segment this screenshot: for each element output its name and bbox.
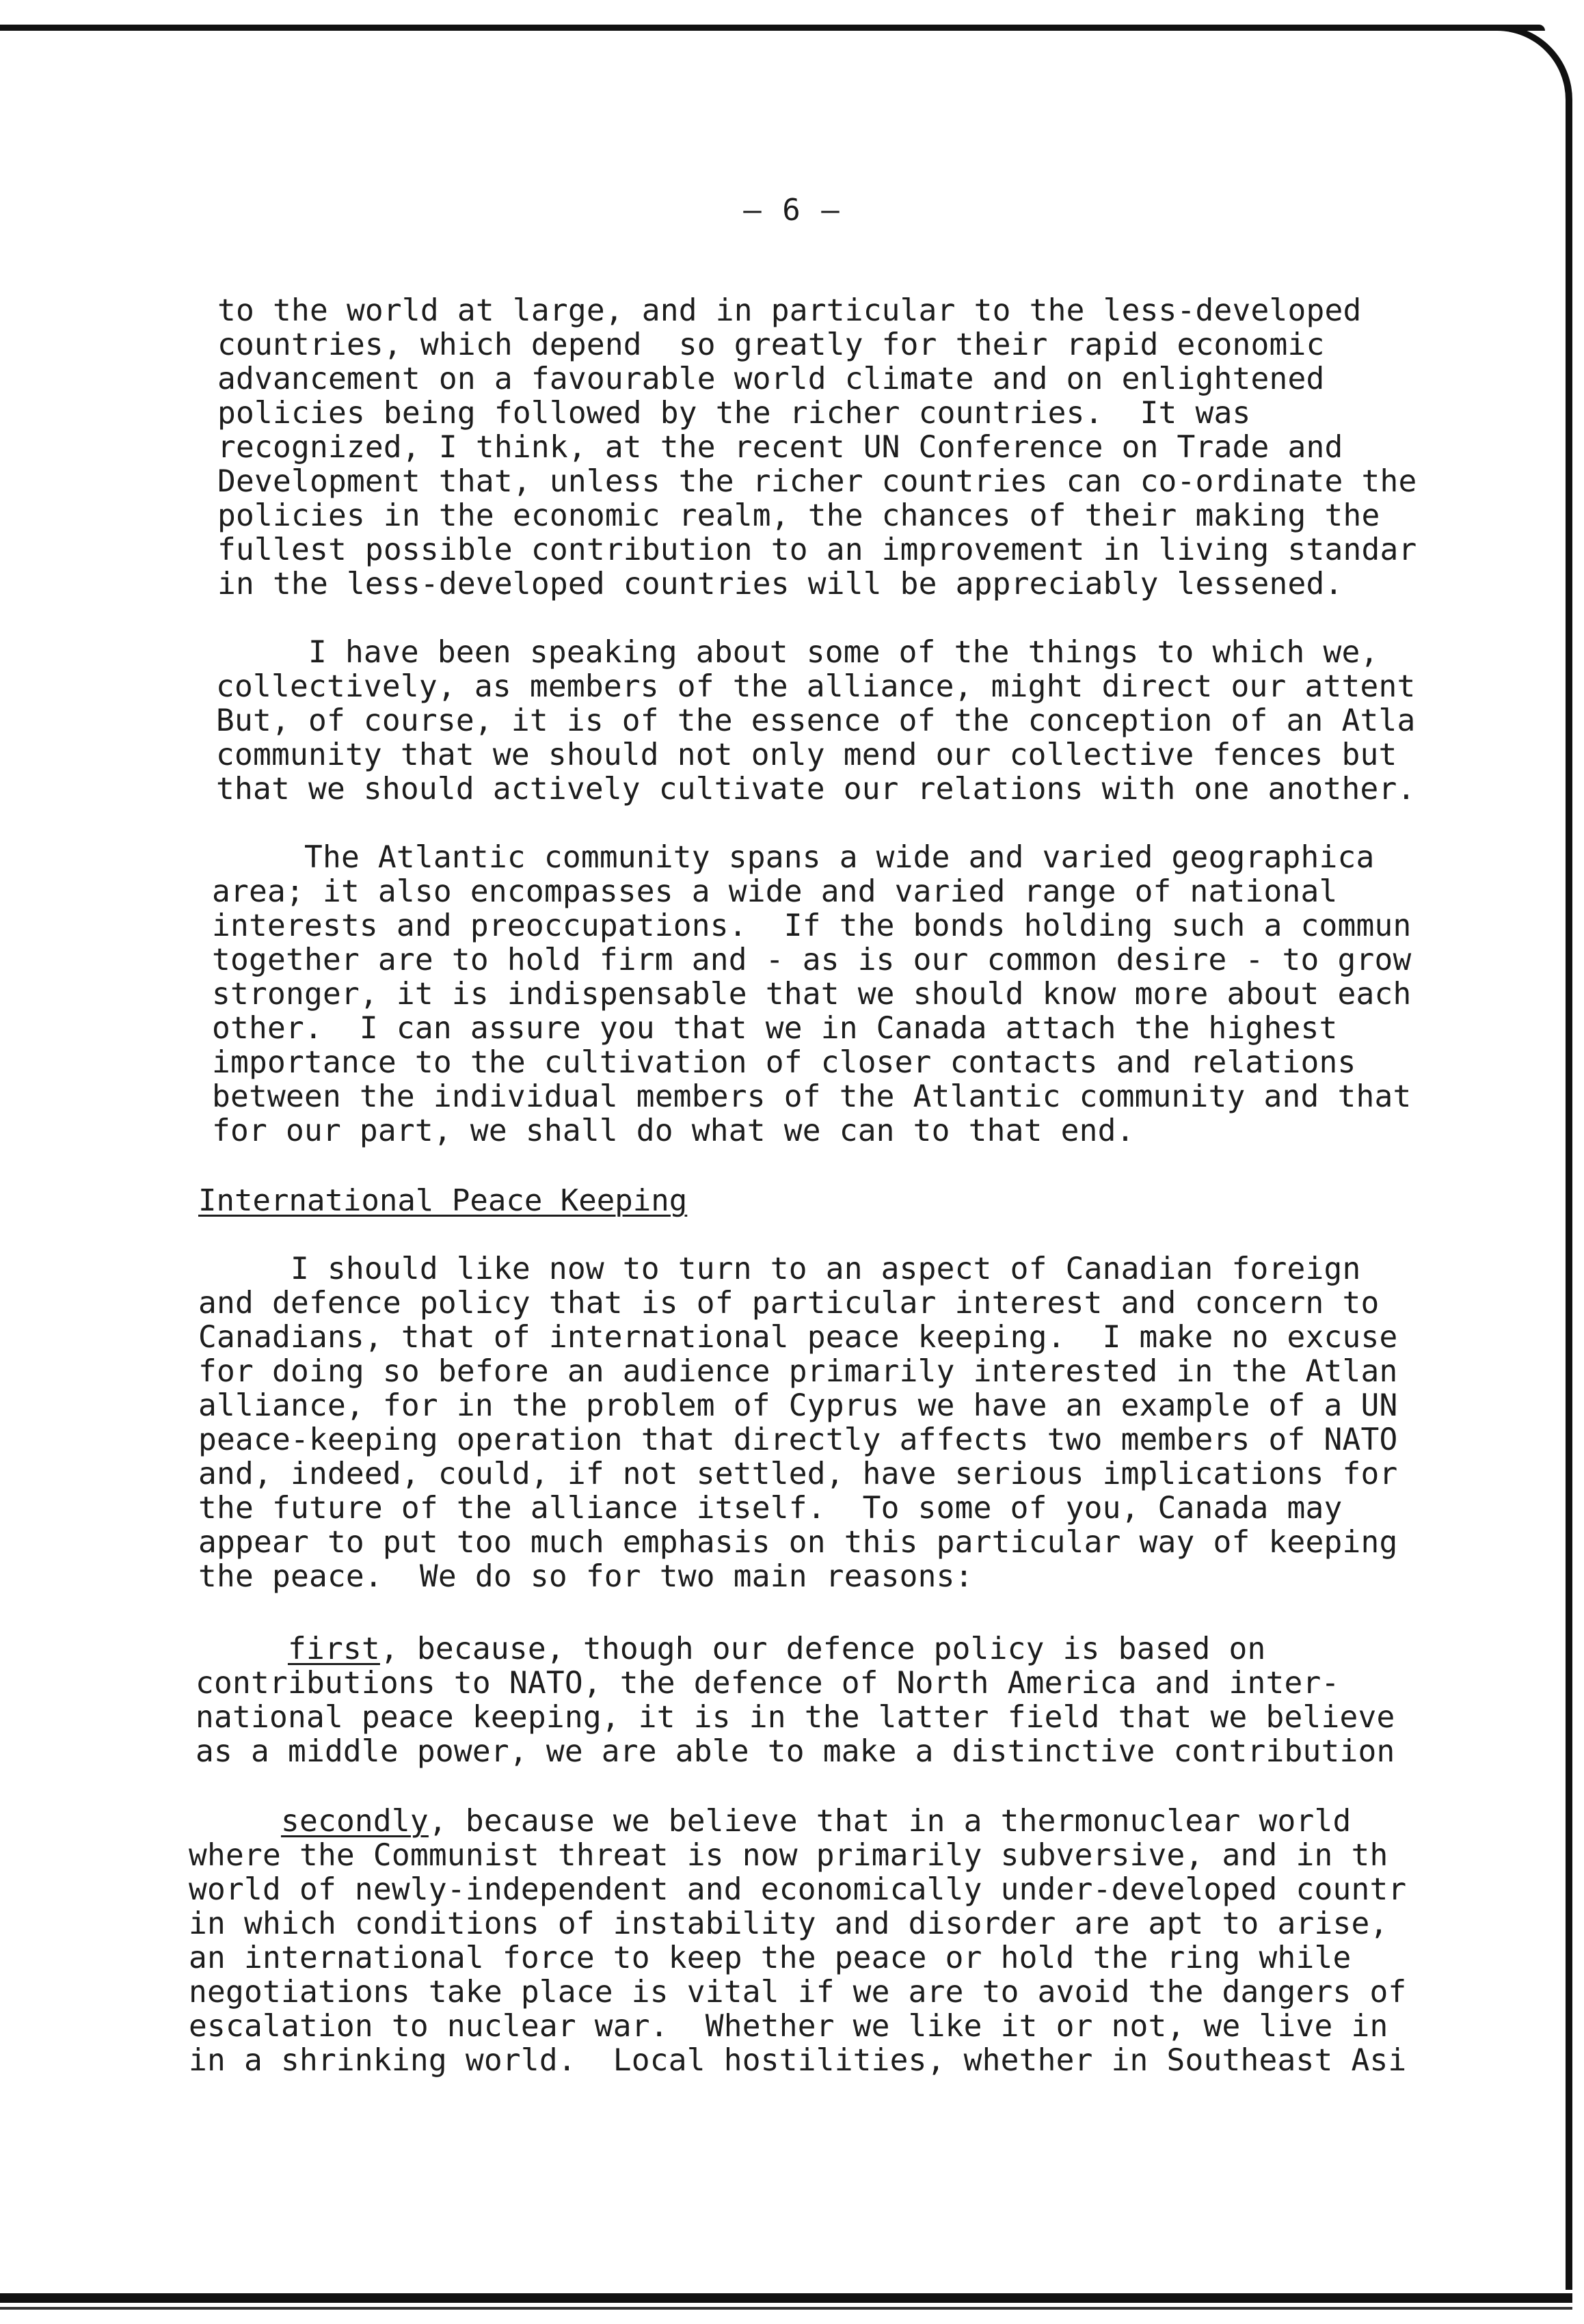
page-border-bottom (0, 2293, 1572, 2303)
page-border-right (1566, 103, 1572, 2290)
text-line: in the less-developed countries will be appreciably lessened. (217, 567, 1343, 602)
text-line: and, indeed, could, if not settled, have serious implications for (198, 1457, 1398, 1491)
page-border-top (0, 25, 1545, 31)
text-line: world of newly-independent and economically under-developed countr (189, 1872, 1407, 1907)
text-line: fullest possible contribution to an improvement in living standar (217, 532, 1417, 567)
emphasis-secondly: secondly (280, 1804, 429, 1839)
page-border-bottom-inner (0, 2307, 1572, 2310)
text-line: first, because, though our defence policy is based on (287, 1632, 1266, 1666)
text-line: But, of course, it is of the essence of the conception of an Atla (216, 703, 1416, 738)
text-line: as a middle power, we are able to make a distinctive contribution (196, 1734, 1395, 1769)
text-line: importance to the cultivation of closer contacts and relations (212, 1045, 1356, 1080)
text-line: peace-keeping operation that directly affects two members of NATO (198, 1422, 1398, 1457)
text-line: I should like now to turn to an aspect of Canadian foreign (198, 1252, 1361, 1286)
text-line: in which conditions of instability and disorder are apt to arise, (189, 1906, 1388, 1941)
text-line: where the Communist threat is now primarily subversive, and in th (189, 1838, 1388, 1873)
text-line: negotiations take place is vital if we are to avoid the dangers of (189, 1975, 1407, 2010)
text-line: policies being followed by the richer countries. It was (217, 396, 1251, 431)
text-line: appear to put too much emphasis on this particular way of keeping (198, 1525, 1398, 1560)
text-line: collectively, as members of the alliance, might direct our attent (216, 669, 1416, 704)
text-line: recognized, I think, at the recent UN Conference on Trade and (217, 430, 1343, 465)
text-line: an international force to keep the peace or hold the ring while (189, 1941, 1352, 1975)
text-line: countries, which depend so greatly for their rapid economic (217, 327, 1325, 362)
text-line: interests and preoccupations. If the bonds holding such a commun (212, 908, 1412, 943)
emphasis-first: first (287, 1632, 380, 1666)
text-line: the future of the alliance itself. To some of you, Canada may (198, 1491, 1343, 1526)
text-line: secondly, because we believe that in a thermonuclear world (280, 1804, 1352, 1839)
text-line: national peace keeping, it is in the latter field that we believe (196, 1700, 1395, 1735)
page-border-corner (1490, 25, 1572, 127)
text-line: Canadians, that of international peace keeping. I make no excuse (198, 1320, 1398, 1355)
text-line: area; it also encompasses a wide and varied range of national (212, 874, 1338, 909)
page-number: – 6 – (743, 193, 841, 228)
text-line: the peace. We do so for two main reasons: (198, 1559, 974, 1594)
text-line: for doing so before an audience primarily interested in the Atlan (198, 1354, 1398, 1389)
text-line: Development that, unless the richer countries can co-ordinate the (217, 464, 1417, 499)
section-heading: International Peace Keeping (198, 1183, 688, 1218)
text-line: escalation to nuclear war. Whether we like it or not, we live in (189, 2009, 1388, 2044)
text-line: I have been speaking about some of the things to which we, (216, 635, 1379, 670)
text-line: other. I can assure you that we in Canada attach the highest (212, 1011, 1338, 1046)
text-line: to the world at large, and in particular to the less-developed (217, 293, 1362, 328)
text-line: and defence policy that is of particular interest and concern to (198, 1286, 1380, 1321)
text-line: policies in the economic realm, the chances of their making the (217, 498, 1380, 533)
text-line: stronger, it is indispensable that we should know more about each (212, 977, 1412, 1012)
text-line: between the individual members of the Atlantic community and that (212, 1079, 1412, 1114)
text-line: that we should actively cultivate our relations with one another. (216, 772, 1416, 807)
text-line: The Atlantic community spans a wide and varied geographica (212, 840, 1375, 875)
text-line: alliance, for in the problem of Cyprus we have an example of a UN (198, 1388, 1398, 1423)
text-line: together are to hold firm and - as is our common desire - to grow (212, 943, 1412, 977)
text-line: in a shrinking world. Local hostilities, whether in Southeast Asi (189, 2043, 1407, 2078)
text-line: advancement on a favourable world climate and on enlightened (217, 362, 1325, 396)
text-line: community that we should not only mend our collective fences but (216, 738, 1397, 772)
text-line: for our part, we shall do what we can to that end. (212, 1113, 1135, 1148)
text-line: contributions to NATO, the defence of North America and inter- (196, 1666, 1340, 1701)
